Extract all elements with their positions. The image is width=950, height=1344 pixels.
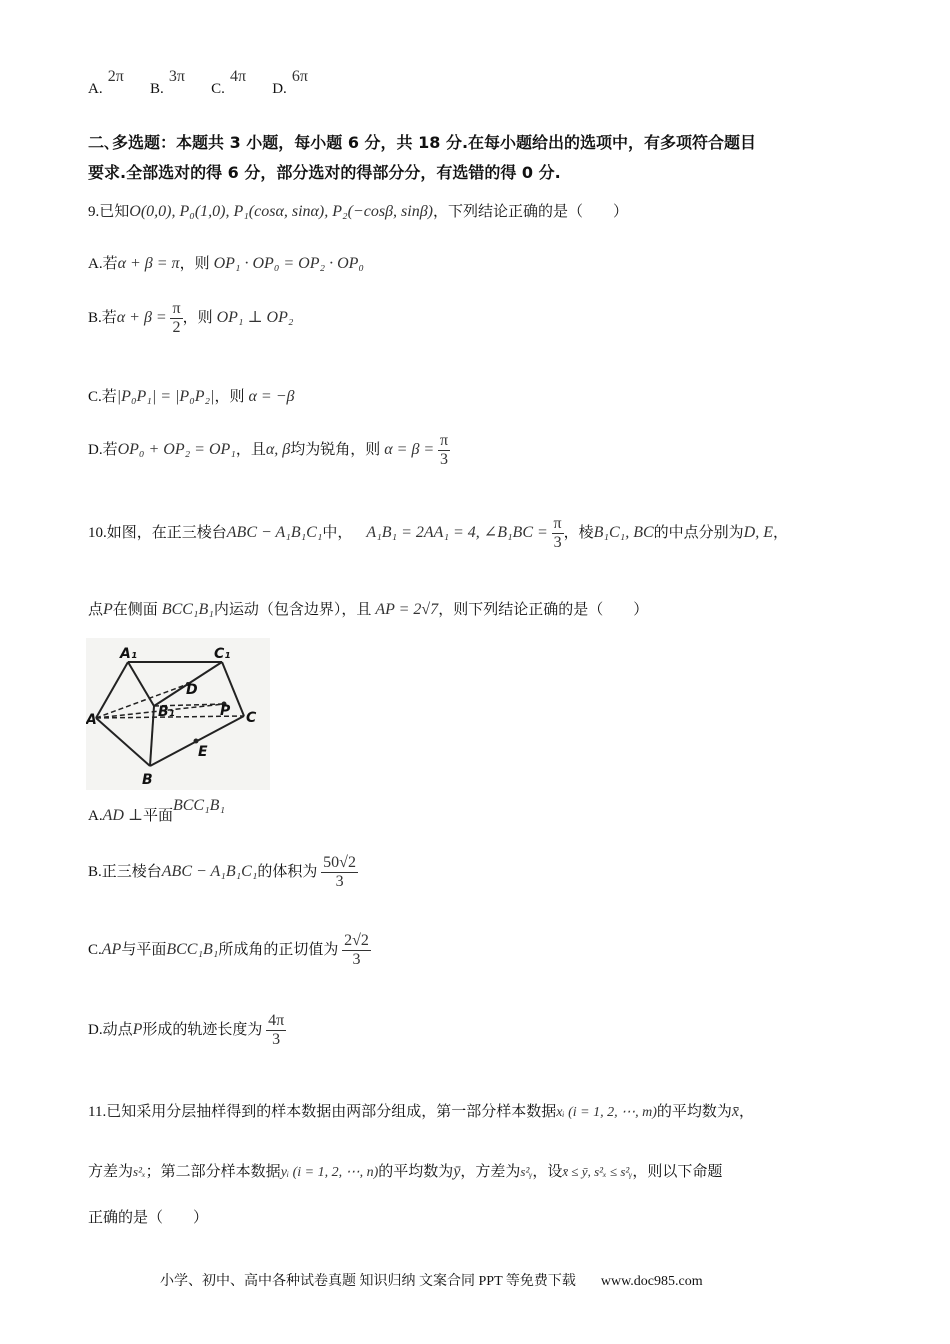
q10-c-face: BCC₁B₁: [166, 940, 219, 958]
section2-line1: 二､多选题：本题共 3 小题，每小题 6 分，共 18 分.在每小题给出的选项中，有多项符合题目: [88, 133, 757, 152]
q11-y-mean: ȳ: [453, 1163, 461, 1180]
q9-a-prefix: A.若: [88, 256, 118, 272]
q9-a-condition: α + β = π: [117, 255, 180, 272]
label-b1: B₁: [158, 704, 175, 720]
q8-option-d-value: 6π: [291, 68, 308, 85]
q11-x-data: xᵢ (i = 1, 2, ⋯, m): [556, 1105, 657, 1120]
q9-option-d: [88, 432, 450, 469]
q8-option-b-value: 3π: [168, 68, 185, 85]
q9-option-c: [88, 385, 294, 406]
q9-d-result: α = β =: [384, 440, 435, 458]
q9-a-result: OP₁ · OP₀ = OP₂ · OP₀: [213, 255, 364, 272]
q10-d-fraction: $\frac{4\pi}{3}$: [268, 1012, 285, 1048]
q10-edges: B₁C₁, BC: [593, 523, 654, 541]
q9-c-prefix: C.若: [88, 389, 117, 405]
q10-condition: A₁B₁ = 2AA₁ = 4, ∠B₁BC =: [366, 523, 548, 541]
q9-b-result: OP₁ ⊥ OP₂: [216, 308, 294, 326]
q10-option-c: C.AP与平面BCC₁B₁所成角的正切值为 $\frac{2√2}{3}$: [88, 932, 369, 968]
footer-url[interactable]: www.doc985.com: [600, 1274, 703, 1289]
label-e: E: [198, 744, 208, 760]
label-a1: A₁: [120, 646, 137, 662]
label-a: A: [86, 712, 97, 728]
footer: [160, 1270, 703, 1290]
q10-b-fraction: $\frac{50√2}{3}$: [323, 854, 356, 890]
footer-text: 小学、初中、高中各种试卷真题 知识归纳 文案合同 PPT 等免费下载: [160, 1274, 576, 1289]
q10-point-p: P: [103, 601, 113, 618]
q9-b-prefix: B.若: [88, 309, 117, 326]
q9-d-acute: 均为锐角，则: [290, 441, 381, 458]
q8-option-c-label: C.: [211, 81, 225, 97]
q10-midpoints: D, E: [743, 523, 773, 541]
q9-a-then: ，则: [179, 256, 210, 272]
q10-ap-length: AP = 2√7: [375, 601, 439, 618]
q10-stem-line1: 10.如图，在正三棱台ABC − A₁B₁C₁中， A₁B₁ = 2AA₁ = 4, ∠B₁BC = $\frac{\pi}{3}$ ，棱B₁C₁, BC的中点分别为D, E，: [88, 515, 788, 551]
label-d: D: [186, 682, 198, 698]
q10-stem-line2: 点P在侧面 BCC₁B₁内运动（包含边界），且 AP = 2√7，则下列结论正确的是（ ）: [88, 601, 649, 618]
label-p: P: [220, 703, 231, 719]
q9-d-prefix: D.若: [88, 441, 118, 458]
q9-option-a: [88, 252, 364, 273]
q11-x-variance: s²ₓ: [133, 1164, 146, 1179]
q10-b-math: ABC − A₁B₁C₁: [161, 862, 258, 880]
q10-d-math: P: [132, 1020, 143, 1038]
q10-face: BCC₁B₁: [161, 601, 214, 618]
q9-c-result: α = −β: [248, 388, 295, 405]
q10-option-d: D.动点P形成的轨迹长度为 $\frac{4\pi}{3}$: [88, 1012, 285, 1048]
q9-points: O(0,0), P₀(1,0), P₁(cosα, sinα), P₂(−cosβ, sinβ): [129, 203, 433, 220]
q10-frustum: ABC − A₁B₁C₁: [226, 523, 323, 541]
q8-options: [88, 68, 308, 98]
q9-d-condition: OP₀ + OP₂ = OP₁: [117, 440, 236, 458]
q9-b-fraction: $\frac{\pi}{2}$: [172, 300, 181, 336]
q10-c-math: AP: [101, 940, 122, 958]
q8-option-b-label: B.: [149, 81, 164, 97]
label-c: C: [246, 710, 257, 726]
q8-option-c-value: 4π: [229, 68, 247, 85]
q9-b-condition: α + β =: [116, 308, 167, 326]
q8-option-a-value: 2π: [107, 68, 124, 85]
label-c1: C₁: [214, 646, 231, 662]
section2-line2: 要求.全部选对的得 6 分，部分选对的得部分分，有选错的得 0 分.: [88, 163, 561, 182]
q11-line2: 方差为s²ₓ；第二部分样本数据yᵢ (i = 1, 2, ⋯, n)的平均数为ȳ，方差为s²ᵧ，设x̄ ≤ ȳ, s²ₓ ≤ s²ᵧ，则以下命题: [88, 1163, 723, 1180]
q10-a-math: AD ⊥: [102, 807, 143, 824]
q9-option-b: [88, 300, 293, 337]
q9-prefix: 9.已知: [88, 204, 130, 220]
frustum-diagram: [86, 638, 270, 790]
q10-a-face: BCC₁B₁: [172, 797, 225, 814]
q10-c-fraction: $\frac{2√2}{3}$: [344, 932, 369, 968]
q10-option-a: A.AD ⊥平面BCC₁B₁: [88, 797, 225, 824]
q9-c-then: ，则: [214, 389, 245, 405]
q8-option-d-label: D.: [272, 81, 287, 97]
q11-x-mean: x̄: [731, 1103, 740, 1120]
q9-c-condition: |P₀P₁| = |P₀P₂|: [116, 388, 215, 405]
q10-figure: [86, 638, 270, 790]
q9-d-and: ，且: [235, 441, 266, 458]
q9-d-fraction: $\frac{\pi}{3}$: [439, 432, 449, 468]
q11-y-variance: s²ᵧ: [520, 1164, 533, 1179]
q11-line1: 11.已知采用分层抽样得到的样本数据由两部分组成，第一部分样本数据xᵢ (i = 1, 2, ⋯, m)的平均数为x̄，: [88, 1103, 755, 1120]
q10-angle-fraction: $\frac{\pi}{3}$: [553, 515, 562, 551]
q10-option-b: B.正三棱台ABC − A₁B₁C₁的体积为 $\frac{50√2}{3}$: [88, 854, 356, 890]
q8-option-a-label: A.: [88, 81, 103, 97]
q9-stem: [88, 200, 628, 221]
q9-suffix: ，下列结论正确的是（ ）: [432, 204, 628, 220]
label-b: B: [142, 772, 153, 788]
q9-b-then: ，则: [182, 309, 213, 326]
q11-y-data: yᵢ (i = 1, 2, ⋯, n): [280, 1165, 379, 1180]
q9-d-vars: α, β: [265, 440, 291, 458]
q11-assumption: x̄ ≤ ȳ, s²ₓ ≤ s²ᵧ: [562, 1164, 633, 1179]
q11-line3: 正确的是（ ）: [88, 1210, 209, 1226]
